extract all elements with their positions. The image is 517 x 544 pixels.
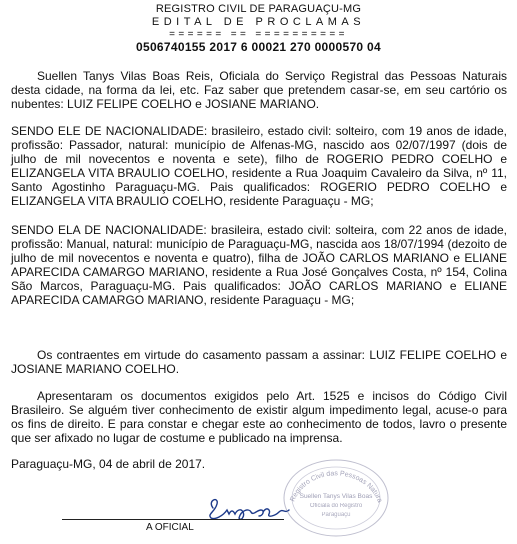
documents-paragraph: Apresentaram os documentos exigidos pelo Art. 1525 e incisos do Código Civil Brasileiro. Se alguém tiver conhecimento de existir algum impedimento legal, acuse-o para os fins de direito. E para constar e chegar este ao conhecimento de todos, lavro o presente que ser afixado no lugar de costume e publicado na imprensa. [11, 389, 507, 445]
registry-stamp [280, 448, 392, 538]
bride-paragraph [11, 223, 507, 307]
date-line: Paraguaçu-MG, 04 de abril de 2017. [11, 457, 206, 471]
groom-name: LUIZ FELIPE COELHO [67, 97, 192, 111]
stamp-line-1: Suellen Tanys Vilas Boas [299, 493, 373, 500]
bride-section-lead: SENDO ELA DE NACIONALIDADE [11, 223, 204, 237]
registration-number: 0506740155 2017 6 00021 270 0000570 04 [136, 40, 381, 54]
groom-section-lead: SENDO ELE DE NACIONALIDADE [11, 124, 204, 138]
intro-end: . [315, 97, 320, 111]
intro-paragraph [11, 69, 507, 111]
signature-label: A OFICIAL [146, 522, 194, 533]
handwritten-signature [205, 488, 291, 522]
bride-section-text: : brasileira, estado civil: solteira, com 22 anos de idade, profissão: Manual, natural: município de Paraguaçu-MG, nascida aos 18/07/1994 (dezoito de julho de mil novecentos e noventa e quatro), filha de JOÃO CARLOS MARIANO e ELIANE APARECIDA CAMARGO MARIANO, residente a Rua José Gonçalves Costa, nº 154, Colina São Marcos, Paraguaçu-MG. Pais qualificados: JOÃO CARLOS MARIANO e ELIANE APARECIDA CAMARGO MARIANO, residente Paraguaçu - MG; [11, 223, 507, 307]
signature-line [62, 519, 284, 520]
intro-text: Suellen Tanys Vilas Boas Reis, Oficiala do Serviço Registral das Pessoas Naturais desta cidade, na forma da lei, etc. Faz saber que pretendem casar-se, em seu cartório os nubentes: [11, 69, 507, 111]
stamp-line-2: Oficiala do Registro [309, 503, 363, 509]
stamp-arc-text: Registro Civil das Pessoas Natura [289, 470, 384, 504]
groom-section-text: : brasileiro, estado civil: solteiro, com 19 anos de idade, profissão: Passador, natural: município de Alfenas-MG, nascido aos 02/07/1997 (dois de julho de mil novecentos e noventa e sete), filho de ROGERIO PEDRO COELHO e ELIZANGELA VITA BRAULIO COELHO, residente a Rua Joaquim Cavaleiro da Silva, nº 11, Santo Agostinho Paraguaçu-MG. Pais qualificados: ROGERIO PEDRO COELHO e ELIZANGELA VITA BRAULIO COELHO, residente Paraguaçu - MG; [11, 124, 507, 208]
intro-conjunction: e [191, 97, 206, 111]
registry-heading: REGISTRO CIVIL DE PARAGUAÇU-MG [155, 3, 362, 15]
contractors-paragraph: Os contraentes em virtude do casamento passam a assinar: LUIZ FELIPE COELHO e JOSIANE MARIANO COELHO. [11, 348, 507, 376]
title-underline: ====== == ========== [169, 29, 348, 40]
bride-name: JOSIANE MARIANO [205, 97, 316, 111]
stamp-line-3: Paraguaçu [321, 512, 351, 518]
groom-paragraph [11, 124, 507, 208]
document-title: EDITAL DE PROCLAMAS [151, 16, 366, 28]
